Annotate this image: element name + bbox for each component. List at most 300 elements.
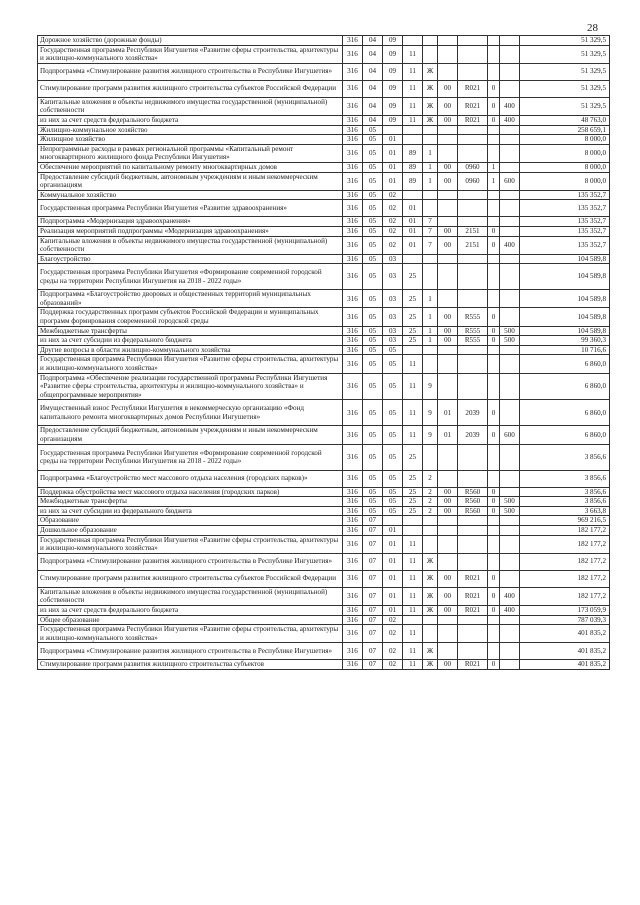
suffix-code (488, 144, 500, 162)
direction-code: R021 (458, 570, 488, 587)
gov-code: 316 (343, 470, 363, 487)
amount: 8 000,0 (520, 135, 610, 145)
row-name: Реализация мероприятий подпрограммы «Модернизация здравоохранения» (38, 226, 343, 236)
table-row (38, 162, 610, 172)
expense-type-code (500, 200, 520, 217)
subsection-code: 05 (383, 426, 403, 444)
expense-type-code: 500 (500, 336, 520, 346)
section-code: 07 (363, 615, 383, 625)
table-row (38, 553, 610, 570)
subsection-code (383, 125, 403, 135)
amount: 3 856,6 (520, 497, 610, 507)
program-code: 11 (403, 400, 423, 426)
expense-type-code: 500 (500, 326, 520, 336)
suffix-code (488, 535, 500, 553)
expense-type-code: 500 (500, 497, 520, 507)
gov-code: 316 (343, 190, 363, 200)
subsection-code: 01 (383, 587, 403, 605)
gov-code: 316 (343, 487, 363, 497)
row-name: Предоставление субсидий бюджетным, автономным учреждениям и иным некоммерческим организациям (38, 172, 343, 190)
table-row (38, 135, 610, 145)
event-code (438, 625, 458, 643)
suffix-code (488, 200, 500, 217)
amount: 182 177,2 (520, 525, 610, 535)
suffix-code: 0 (488, 336, 500, 346)
row-name: Стимулирование программ развития жилищного строительства субъектов Российской Федерации (38, 570, 343, 587)
event-code (438, 345, 458, 355)
table-row (38, 336, 610, 346)
direction-code (458, 643, 488, 660)
event-code (438, 125, 458, 135)
subsection-code: 01 (383, 553, 403, 570)
subprogram-code: 1 (423, 336, 438, 346)
amount: 135 352,7 (520, 217, 610, 227)
amount: 787 039,3 (520, 615, 610, 625)
event-code: 00 (438, 336, 458, 346)
suffix-code: 0 (488, 115, 500, 125)
suffix-code: 0 (488, 587, 500, 605)
subprogram-code (423, 516, 438, 526)
row-name: Межбюджетные трансферты (38, 326, 343, 336)
program-code: 11 (403, 570, 423, 587)
subprogram-code: 2 (423, 506, 438, 516)
event-code: 01 (438, 400, 458, 426)
section-code: 07 (363, 587, 383, 605)
subprogram-code: Ж (423, 660, 438, 670)
subprogram-code (423, 615, 438, 625)
subprogram-code: Ж (423, 643, 438, 660)
program-code (403, 615, 423, 625)
program-code: 11 (403, 426, 423, 444)
gov-code: 316 (343, 605, 363, 615)
subsection-code: 09 (383, 115, 403, 125)
suffix-code: 0 (488, 226, 500, 236)
subsection-code: 05 (383, 373, 403, 400)
expense-type-code (500, 553, 520, 570)
table-row (38, 80, 610, 97)
section-code: 04 (363, 45, 383, 63)
event-code (438, 63, 458, 80)
event-code: 00 (438, 97, 458, 115)
row-name: Капитальные вложения в объекты недвижимого имущества государственной (муниципальной) собственности (38, 236, 343, 254)
amount: 135 352,7 (520, 200, 610, 217)
direction-code (458, 345, 488, 355)
direction-code (458, 125, 488, 135)
table-row (38, 643, 610, 660)
table-row (38, 226, 610, 236)
gov-code: 316 (343, 80, 363, 97)
subsection-code: 05 (383, 506, 403, 516)
suffix-code (488, 525, 500, 535)
section-code: 05 (363, 125, 383, 135)
expense-type-code (500, 345, 520, 355)
subsection-code: 01 (383, 525, 403, 535)
subsection-code: 02 (383, 190, 403, 200)
direction-code (458, 200, 488, 217)
subprogram-code: 9 (423, 426, 438, 444)
subsection-code: 05 (383, 345, 403, 355)
subprogram-code (423, 355, 438, 373)
table-row (38, 36, 610, 46)
expense-type-code (500, 217, 520, 227)
expense-type-code (500, 444, 520, 470)
section-code: 05 (363, 345, 383, 355)
event-code: 01 (438, 426, 458, 444)
row-name: Государственная программа Республики Ингушетия «Формирование современной городской среды на территории Республики Ингушетия на 2018 - 2022 годы» (38, 444, 343, 470)
event-code: 00 (438, 226, 458, 236)
gov-code: 316 (343, 625, 363, 643)
subsection-code: 01 (383, 162, 403, 172)
expense-type-code: 500 (500, 506, 520, 516)
subsection-code: 02 (383, 660, 403, 670)
subprogram-code (423, 345, 438, 355)
amount: 401 835,2 (520, 660, 610, 670)
gov-code: 316 (343, 400, 363, 426)
subprogram-code (423, 535, 438, 553)
section-code: 05 (363, 190, 383, 200)
amount: 10 716,6 (520, 345, 610, 355)
section-code: 07 (363, 525, 383, 535)
gov-code: 316 (343, 290, 363, 308)
subsection-code: 03 (383, 326, 403, 336)
gov-code: 316 (343, 144, 363, 162)
row-name: Капитальные вложения в объекты недвижимого имущества государственной (муниципальной) собственности (38, 587, 343, 605)
expense-type-code (500, 254, 520, 264)
row-name: Благоустройство (38, 254, 343, 264)
amount: 51 329,5 (520, 97, 610, 115)
subprogram-code: 1 (423, 326, 438, 336)
event-code (438, 535, 458, 553)
subprogram-code: 2 (423, 470, 438, 487)
suffix-code: 0 (488, 308, 500, 326)
program-code (403, 525, 423, 535)
gov-code: 316 (343, 497, 363, 507)
program-code: 11 (403, 80, 423, 97)
direction-code (458, 135, 488, 145)
suffix-code (488, 36, 500, 46)
program-code: 25 (403, 336, 423, 346)
row-name: Дорожное хозяйство (дорожные фонды) (38, 36, 343, 46)
event-code: 00 (438, 236, 458, 254)
suffix-code (488, 553, 500, 570)
expense-type-code: 400 (500, 97, 520, 115)
gov-code: 316 (343, 516, 363, 526)
table-row (38, 172, 610, 190)
subprogram-code: 1 (423, 290, 438, 308)
event-code (438, 45, 458, 63)
row-name: Подпрограмма «Благоустройство дворовых и общественных территорий муниципальных образований» (38, 290, 343, 308)
section-code: 05 (363, 506, 383, 516)
expense-type-code: 400 (500, 605, 520, 615)
row-name: Подпрограмма «Обеспечение реализации государственной программы Республики Ингушетия «Развитие сферы строительства, архитектуры и жилищно-коммунального хозяйства» и общепрограммные мероприятия» (38, 373, 343, 400)
section-code: 05 (363, 355, 383, 373)
amount: 104 589,8 (520, 264, 610, 290)
expense-type-code (500, 470, 520, 487)
gov-code: 316 (343, 444, 363, 470)
section-code: 05 (363, 444, 383, 470)
table-row (38, 506, 610, 516)
event-code (438, 355, 458, 373)
suffix-code (488, 470, 500, 487)
program-code: 01 (403, 217, 423, 227)
subsection-code: 01 (383, 135, 403, 145)
suffix-code (488, 373, 500, 400)
program-code: 25 (403, 487, 423, 497)
direction-code: 2039 (458, 426, 488, 444)
gov-code: 316 (343, 115, 363, 125)
gov-code: 316 (343, 308, 363, 326)
subprogram-code (423, 525, 438, 535)
budget-table-body (38, 36, 610, 670)
table-row (38, 470, 610, 487)
subsection-code: 03 (383, 308, 403, 326)
gov-code: 316 (343, 587, 363, 605)
section-code: 07 (363, 625, 383, 643)
event-code (438, 144, 458, 162)
expense-type-code (500, 308, 520, 326)
row-name: Коммунальное хозяйство (38, 190, 343, 200)
row-name: Поддержка государственных программ субъектов Российской Федерации и муниципальных программ формирования современной городской среды (38, 308, 343, 326)
program-code: 01 (403, 200, 423, 217)
subprogram-code (423, 135, 438, 145)
subprogram-code: 9 (423, 400, 438, 426)
direction-code: 0960 (458, 162, 488, 172)
expense-type-code (500, 400, 520, 426)
suffix-code: 0 (488, 487, 500, 497)
section-code: 04 (363, 36, 383, 46)
expense-type-code (500, 36, 520, 46)
section-code: 04 (363, 115, 383, 125)
section-code: 05 (363, 200, 383, 217)
subsection-code: 05 (383, 355, 403, 373)
event-code (438, 470, 458, 487)
subsection-code: 03 (383, 264, 403, 290)
suffix-code: 0 (488, 506, 500, 516)
amount: 6 860,0 (520, 373, 610, 400)
subprogram-code: Ж (423, 605, 438, 615)
section-code: 05 (363, 264, 383, 290)
expense-type-code (500, 135, 520, 145)
table-row (38, 217, 610, 227)
expense-type-code (500, 125, 520, 135)
table-row (38, 97, 610, 115)
subprogram-code: 1 (423, 162, 438, 172)
program-code: 25 (403, 308, 423, 326)
table-row (38, 290, 610, 308)
direction-code (458, 254, 488, 264)
table-row (38, 264, 610, 290)
amount: 3 856,6 (520, 444, 610, 470)
section-code: 05 (363, 497, 383, 507)
row-name: Другие вопросы в области жилищно-коммунального хозяйства (38, 345, 343, 355)
direction-code: R560 (458, 506, 488, 516)
expense-type-code (500, 226, 520, 236)
table-row (38, 605, 610, 615)
subprogram-code: 9 (423, 373, 438, 400)
direction-code: R555 (458, 308, 488, 326)
program-code (403, 254, 423, 264)
suffix-code: 0 (488, 80, 500, 97)
subsection-code: 09 (383, 80, 403, 97)
program-code: 25 (403, 444, 423, 470)
suffix-code: 0 (488, 605, 500, 615)
direction-code: R021 (458, 80, 488, 97)
table-row (38, 308, 610, 326)
program-code: 11 (403, 643, 423, 660)
program-code: 11 (403, 355, 423, 373)
expense-type-code (500, 355, 520, 373)
amount: 182 177,2 (520, 570, 610, 587)
subsection-code: 05 (383, 487, 403, 497)
gov-code: 316 (343, 200, 363, 217)
suffix-code (488, 63, 500, 80)
subsection-code: 02 (383, 643, 403, 660)
section-code: 05 (363, 144, 383, 162)
subsection-code: 01 (383, 535, 403, 553)
program-code: 25 (403, 290, 423, 308)
table-row (38, 125, 610, 135)
subprogram-code: Ж (423, 553, 438, 570)
gov-code: 316 (343, 506, 363, 516)
row-name: Государственная программа Республики Ингушетия «Формирование современной городской среды на территории Республики Ингушетия на 2018 - 2022 годы» (38, 264, 343, 290)
row-name: Подпрограмма «Стимулирование развития жилищного строительства в Республике Ингушетия» (38, 643, 343, 660)
subsection-code: 03 (383, 290, 403, 308)
amount: 969 216,5 (520, 516, 610, 526)
row-name: Поддержка обустройства мест массового отдыха населения (городских парков) (38, 487, 343, 497)
table-row (38, 426, 610, 444)
amount: 173 059,9 (520, 605, 610, 615)
expense-type-code (500, 373, 520, 400)
subsection-code: 03 (383, 336, 403, 346)
suffix-code (488, 135, 500, 145)
event-code (438, 135, 458, 145)
gov-code: 316 (343, 172, 363, 190)
subprogram-code: Ж (423, 587, 438, 605)
expense-type-code (500, 660, 520, 670)
subsection-code: 09 (383, 63, 403, 80)
direction-code (458, 144, 488, 162)
event-code: 00 (438, 605, 458, 615)
program-code: 25 (403, 326, 423, 336)
program-code: 11 (403, 535, 423, 553)
subprogram-code (423, 264, 438, 290)
direction-code: R555 (458, 326, 488, 336)
table-row (38, 355, 610, 373)
gov-code: 316 (343, 217, 363, 227)
direction-code (458, 535, 488, 553)
row-name: Стимулирование программ развития жилищного строительства субъектов Российской Федерации (38, 80, 343, 97)
gov-code: 316 (343, 63, 363, 80)
gov-code: 316 (343, 355, 363, 373)
section-code: 04 (363, 63, 383, 80)
direction-code: R021 (458, 97, 488, 115)
section-code: 07 (363, 516, 383, 526)
suffix-code: 0 (488, 570, 500, 587)
amount: 51 329,5 (520, 45, 610, 63)
section-code: 05 (363, 373, 383, 400)
table-row (38, 63, 610, 80)
direction-code: R021 (458, 587, 488, 605)
subsection-code: 01 (383, 144, 403, 162)
amount: 258 659,1 (520, 125, 610, 135)
section-code: 07 (363, 570, 383, 587)
amount: 6 860,0 (520, 426, 610, 444)
expense-type-code (500, 535, 520, 553)
subsection-code: 02 (383, 625, 403, 643)
subprogram-code: 7 (423, 226, 438, 236)
direction-code (458, 217, 488, 227)
program-code (403, 135, 423, 145)
expense-type-code (500, 162, 520, 172)
program-code: 11 (403, 553, 423, 570)
event-code (438, 36, 458, 46)
amount: 3 856,6 (520, 487, 610, 497)
row-name: Предоставление субсидий бюджетным, автономным учреждениям и иным некоммерческим организациям (38, 426, 343, 444)
row-name: из них за счет субсидии из федерального бюджета (38, 336, 343, 346)
suffix-code: 0 (488, 326, 500, 336)
gov-code: 316 (343, 264, 363, 290)
subprogram-code: Ж (423, 80, 438, 97)
gov-code: 316 (343, 535, 363, 553)
event-code (438, 264, 458, 290)
table-row (38, 200, 610, 217)
amount: 51 329,5 (520, 80, 610, 97)
suffix-code (488, 516, 500, 526)
event-code: 00 (438, 115, 458, 125)
gov-code: 316 (343, 660, 363, 670)
expense-type-code (500, 516, 520, 526)
direction-code: 2039 (458, 400, 488, 426)
program-code: 01 (403, 236, 423, 254)
event-code: 00 (438, 660, 458, 670)
suffix-code (488, 355, 500, 373)
subprogram-code: Ж (423, 63, 438, 80)
suffix-code: 1 (488, 162, 500, 172)
table-row (38, 45, 610, 63)
row-name: Подпрограмма «Стимулирование развития жилищного строительства в Республике Ингушетия» (38, 553, 343, 570)
direction-code (458, 264, 488, 290)
expense-type-code (500, 144, 520, 162)
table-row (38, 190, 610, 200)
section-code: 05 (363, 172, 383, 190)
subsection-code: 09 (383, 45, 403, 63)
amount: 401 835,2 (520, 625, 610, 643)
section-code: 07 (363, 643, 383, 660)
expense-type-code (500, 63, 520, 80)
row-name: Обеспечение мероприятий по капитальному ремонту многоквартирных домов (38, 162, 343, 172)
section-code: 05 (363, 162, 383, 172)
table-row (38, 587, 610, 605)
direction-code (458, 525, 488, 535)
suffix-code (488, 290, 500, 308)
gov-code: 316 (343, 345, 363, 355)
subsection-code: 09 (383, 36, 403, 46)
expense-type-code (500, 80, 520, 97)
amount: 99 360,3 (520, 336, 610, 346)
subsection-code: 09 (383, 97, 403, 115)
section-code: 04 (363, 80, 383, 97)
expense-type-code (500, 625, 520, 643)
direction-code (458, 355, 488, 373)
direction-code: 0960 (458, 172, 488, 190)
program-code: 89 (403, 144, 423, 162)
event-code (438, 615, 458, 625)
section-code: 05 (363, 135, 383, 145)
row-name: Образование (38, 516, 343, 526)
subprogram-code: 7 (423, 217, 438, 227)
direction-code: R021 (458, 115, 488, 125)
program-code: 11 (403, 625, 423, 643)
